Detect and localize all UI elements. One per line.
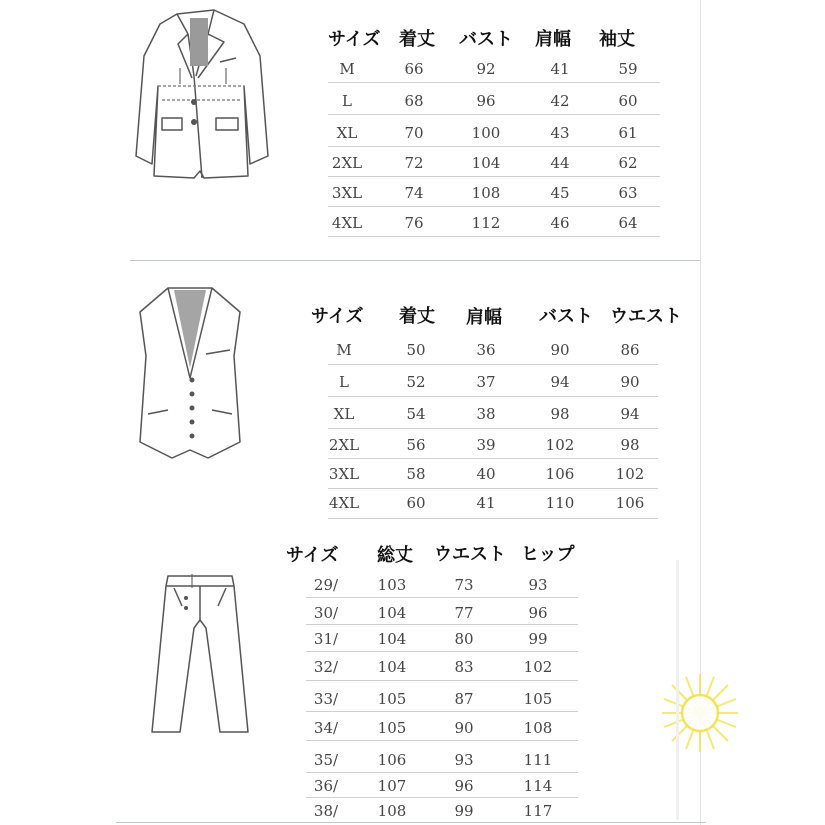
- row-divider: [306, 772, 578, 773]
- row-divider: [306, 680, 578, 681]
- jacket-cell-length: 66: [404, 60, 424, 78]
- vest-cell-length: 58: [406, 465, 426, 483]
- jacket-cell-bust: 108: [471, 184, 501, 202]
- vest-header-size: サイズ: [311, 306, 364, 327]
- jacket-header-size: サイズ: [328, 29, 381, 50]
- row-divider: [328, 396, 658, 397]
- jacket-header-sleeve: 袖丈: [599, 29, 635, 50]
- vest-cell-bust: 98: [550, 405, 570, 423]
- vest-cell-length: 56: [406, 436, 426, 454]
- pants-cell-waist: 99: [454, 802, 474, 820]
- row-divider: [328, 458, 658, 459]
- pants-cell-length: 105: [377, 690, 407, 708]
- pants-cell-hip: 111: [523, 751, 553, 769]
- jacket-cell-sleeve: 62: [618, 154, 638, 172]
- jacket-cell-length: 72: [404, 154, 424, 172]
- pants-cell-waist: 87: [454, 690, 474, 708]
- pants-illustration: [148, 572, 252, 736]
- jacket-cell-size: XL: [336, 124, 358, 142]
- pants-cell-waist: 83: [454, 658, 474, 676]
- pants-cell-size: 36/: [313, 777, 339, 795]
- vest-header-length: 着丈: [399, 306, 435, 327]
- faint-edge-line: [676, 560, 679, 820]
- vest-cell-waist: 102: [615, 465, 645, 483]
- jacket-cell-bust: 92: [476, 60, 496, 78]
- jacket-cell-size: 3XL: [331, 184, 363, 202]
- pants-cell-hip: 108: [523, 719, 553, 737]
- row-divider: [306, 740, 578, 741]
- vest-cell-bust: 110: [545, 494, 575, 512]
- jacket-cell-bust: 104: [471, 154, 501, 172]
- vest-cell-size: L: [339, 373, 349, 391]
- pants-cell-hip: 96: [528, 604, 548, 622]
- vest-cell-shoulder: 37: [476, 373, 496, 391]
- row-divider: [328, 364, 658, 365]
- vest-cell-size: 3XL: [328, 465, 360, 483]
- row-divider: [328, 428, 658, 429]
- pants-cell-size: 30/: [313, 604, 339, 622]
- pants-cell-length: 106: [377, 751, 407, 769]
- pants-cell-hip: 93: [528, 576, 548, 594]
- pants-cell-length: 104: [377, 658, 407, 676]
- jacket-cell-shoulder: 41: [550, 60, 570, 78]
- vest-cell-bust: 94: [550, 373, 570, 391]
- jacket-cell-size: M: [339, 60, 355, 78]
- sun-icon: [650, 668, 750, 758]
- pants-header-size: サイズ: [286, 545, 339, 566]
- pants-header-hip: ヒップ: [521, 544, 575, 565]
- row-divider: [328, 114, 660, 115]
- jacket-cell-length: 70: [404, 124, 424, 142]
- vest-cell-waist: 106: [615, 494, 645, 512]
- pants-cell-length: 108: [377, 802, 407, 820]
- vest-cell-shoulder: 36: [476, 341, 496, 359]
- pants-cell-length: 103: [377, 576, 407, 594]
- row-divider: [328, 206, 660, 207]
- jacket-header-length: 着丈: [399, 29, 435, 50]
- jacket-cell-size: 4XL: [331, 214, 363, 232]
- vest-cell-waist: 94: [620, 405, 640, 423]
- jacket-cell-length: 76: [404, 214, 424, 232]
- pants-cell-size: 32/: [313, 658, 339, 676]
- jacket-cell-size: L: [342, 92, 352, 110]
- jacket-cell-shoulder: 44: [550, 154, 570, 172]
- pants-cell-waist: 77: [454, 604, 474, 622]
- pants-cell-size: 31/: [313, 630, 339, 648]
- pants-cell-hip: 99: [528, 630, 548, 648]
- vest-header-waist: ウエスト: [610, 306, 682, 327]
- row-divider: [306, 651, 578, 652]
- pants-cell-waist: 93: [454, 751, 474, 769]
- row-divider: [306, 597, 578, 598]
- bottom-divider: [116, 822, 706, 823]
- vest-cell-waist: 90: [620, 373, 640, 391]
- pants-cell-waist: 73: [454, 576, 474, 594]
- jacket-illustration: [132, 6, 272, 184]
- pants-cell-size: 35/: [313, 751, 339, 769]
- row-divider: [328, 518, 658, 519]
- vest-cell-shoulder: 39: [476, 436, 496, 454]
- pants-cell-waist: 90: [454, 719, 474, 737]
- jacket-cell-size: 2XL: [331, 154, 363, 172]
- pants-cell-size: 34/: [313, 719, 339, 737]
- row-divider: [328, 82, 660, 83]
- row-divider: [328, 146, 660, 147]
- vest-cell-shoulder: 40: [476, 465, 496, 483]
- pants-cell-waist: 96: [454, 777, 474, 795]
- vest-cell-size: 2XL: [328, 436, 360, 454]
- pants-cell-size: 33/: [313, 690, 339, 708]
- vest-cell-waist: 86: [620, 341, 640, 359]
- jacket-cell-sleeve: 63: [618, 184, 638, 202]
- row-divider: [328, 488, 658, 489]
- jacket-header-bust: バスト: [459, 29, 513, 50]
- jacket-cell-sleeve: 59: [618, 60, 638, 78]
- jacket-cell-sleeve: 64: [618, 214, 638, 232]
- pants-cell-length: 104: [377, 630, 407, 648]
- jacket-cell-shoulder: 46: [550, 214, 570, 232]
- pants-header-length: 総丈: [377, 545, 413, 566]
- pants-cell-hip: 117: [523, 802, 553, 820]
- jacket-cell-bust: 96: [476, 92, 496, 110]
- vest-cell-length: 54: [406, 405, 426, 423]
- row-divider: [306, 711, 578, 712]
- jacket-cell-shoulder: 45: [550, 184, 570, 202]
- vest-cell-bust: 102: [545, 436, 575, 454]
- row-divider: [306, 624, 578, 625]
- vest-cell-bust: 90: [550, 341, 570, 359]
- vest-cell-size: XL: [333, 405, 355, 423]
- vest-cell-size: 4XL: [328, 494, 360, 512]
- vest-cell-bust: 106: [545, 465, 575, 483]
- vest-cell-size: M: [336, 341, 352, 359]
- jacket-cell-sleeve: 60: [618, 92, 638, 110]
- jacket-cell-shoulder: 43: [550, 124, 570, 142]
- pants-cell-length: 107: [377, 777, 407, 795]
- vest-header-shoulder: 肩幅: [466, 307, 502, 328]
- row-divider: [306, 797, 578, 798]
- jacket-cell-shoulder: 42: [550, 92, 570, 110]
- jacket-cell-bust: 100: [471, 124, 501, 142]
- pants-cell-hip: 102: [523, 658, 553, 676]
- jacket-cell-length: 74: [404, 184, 424, 202]
- pants-cell-waist: 80: [454, 630, 474, 648]
- pants-cell-length: 104: [377, 604, 407, 622]
- jacket-cell-bust: 112: [471, 214, 501, 232]
- jacket-header-shoulder: 肩幅: [535, 29, 571, 50]
- vest-cell-length: 52: [406, 373, 426, 391]
- jacket-cell-sleeve: 61: [618, 124, 638, 142]
- row-divider: [328, 176, 660, 177]
- vest-illustration: [134, 282, 246, 464]
- vest-cell-waist: 98: [620, 436, 640, 454]
- pants-cell-length: 105: [377, 719, 407, 737]
- vest-cell-length: 60: [406, 494, 426, 512]
- pants-header-waist: ウエスト: [434, 544, 506, 565]
- pants-cell-hip: 114: [523, 777, 553, 795]
- vest-cell-shoulder: 41: [476, 494, 496, 512]
- row-divider: [328, 236, 660, 237]
- section-divider: [130, 260, 700, 261]
- vest-header-bust: バスト: [539, 306, 593, 327]
- pants-cell-size: 38/: [313, 802, 339, 820]
- pants-cell-hip: 105: [523, 690, 553, 708]
- pants-cell-size: 29/: [313, 576, 339, 594]
- vest-cell-shoulder: 38: [476, 405, 496, 423]
- jacket-cell-length: 68: [404, 92, 424, 110]
- vest-cell-length: 50: [406, 341, 426, 359]
